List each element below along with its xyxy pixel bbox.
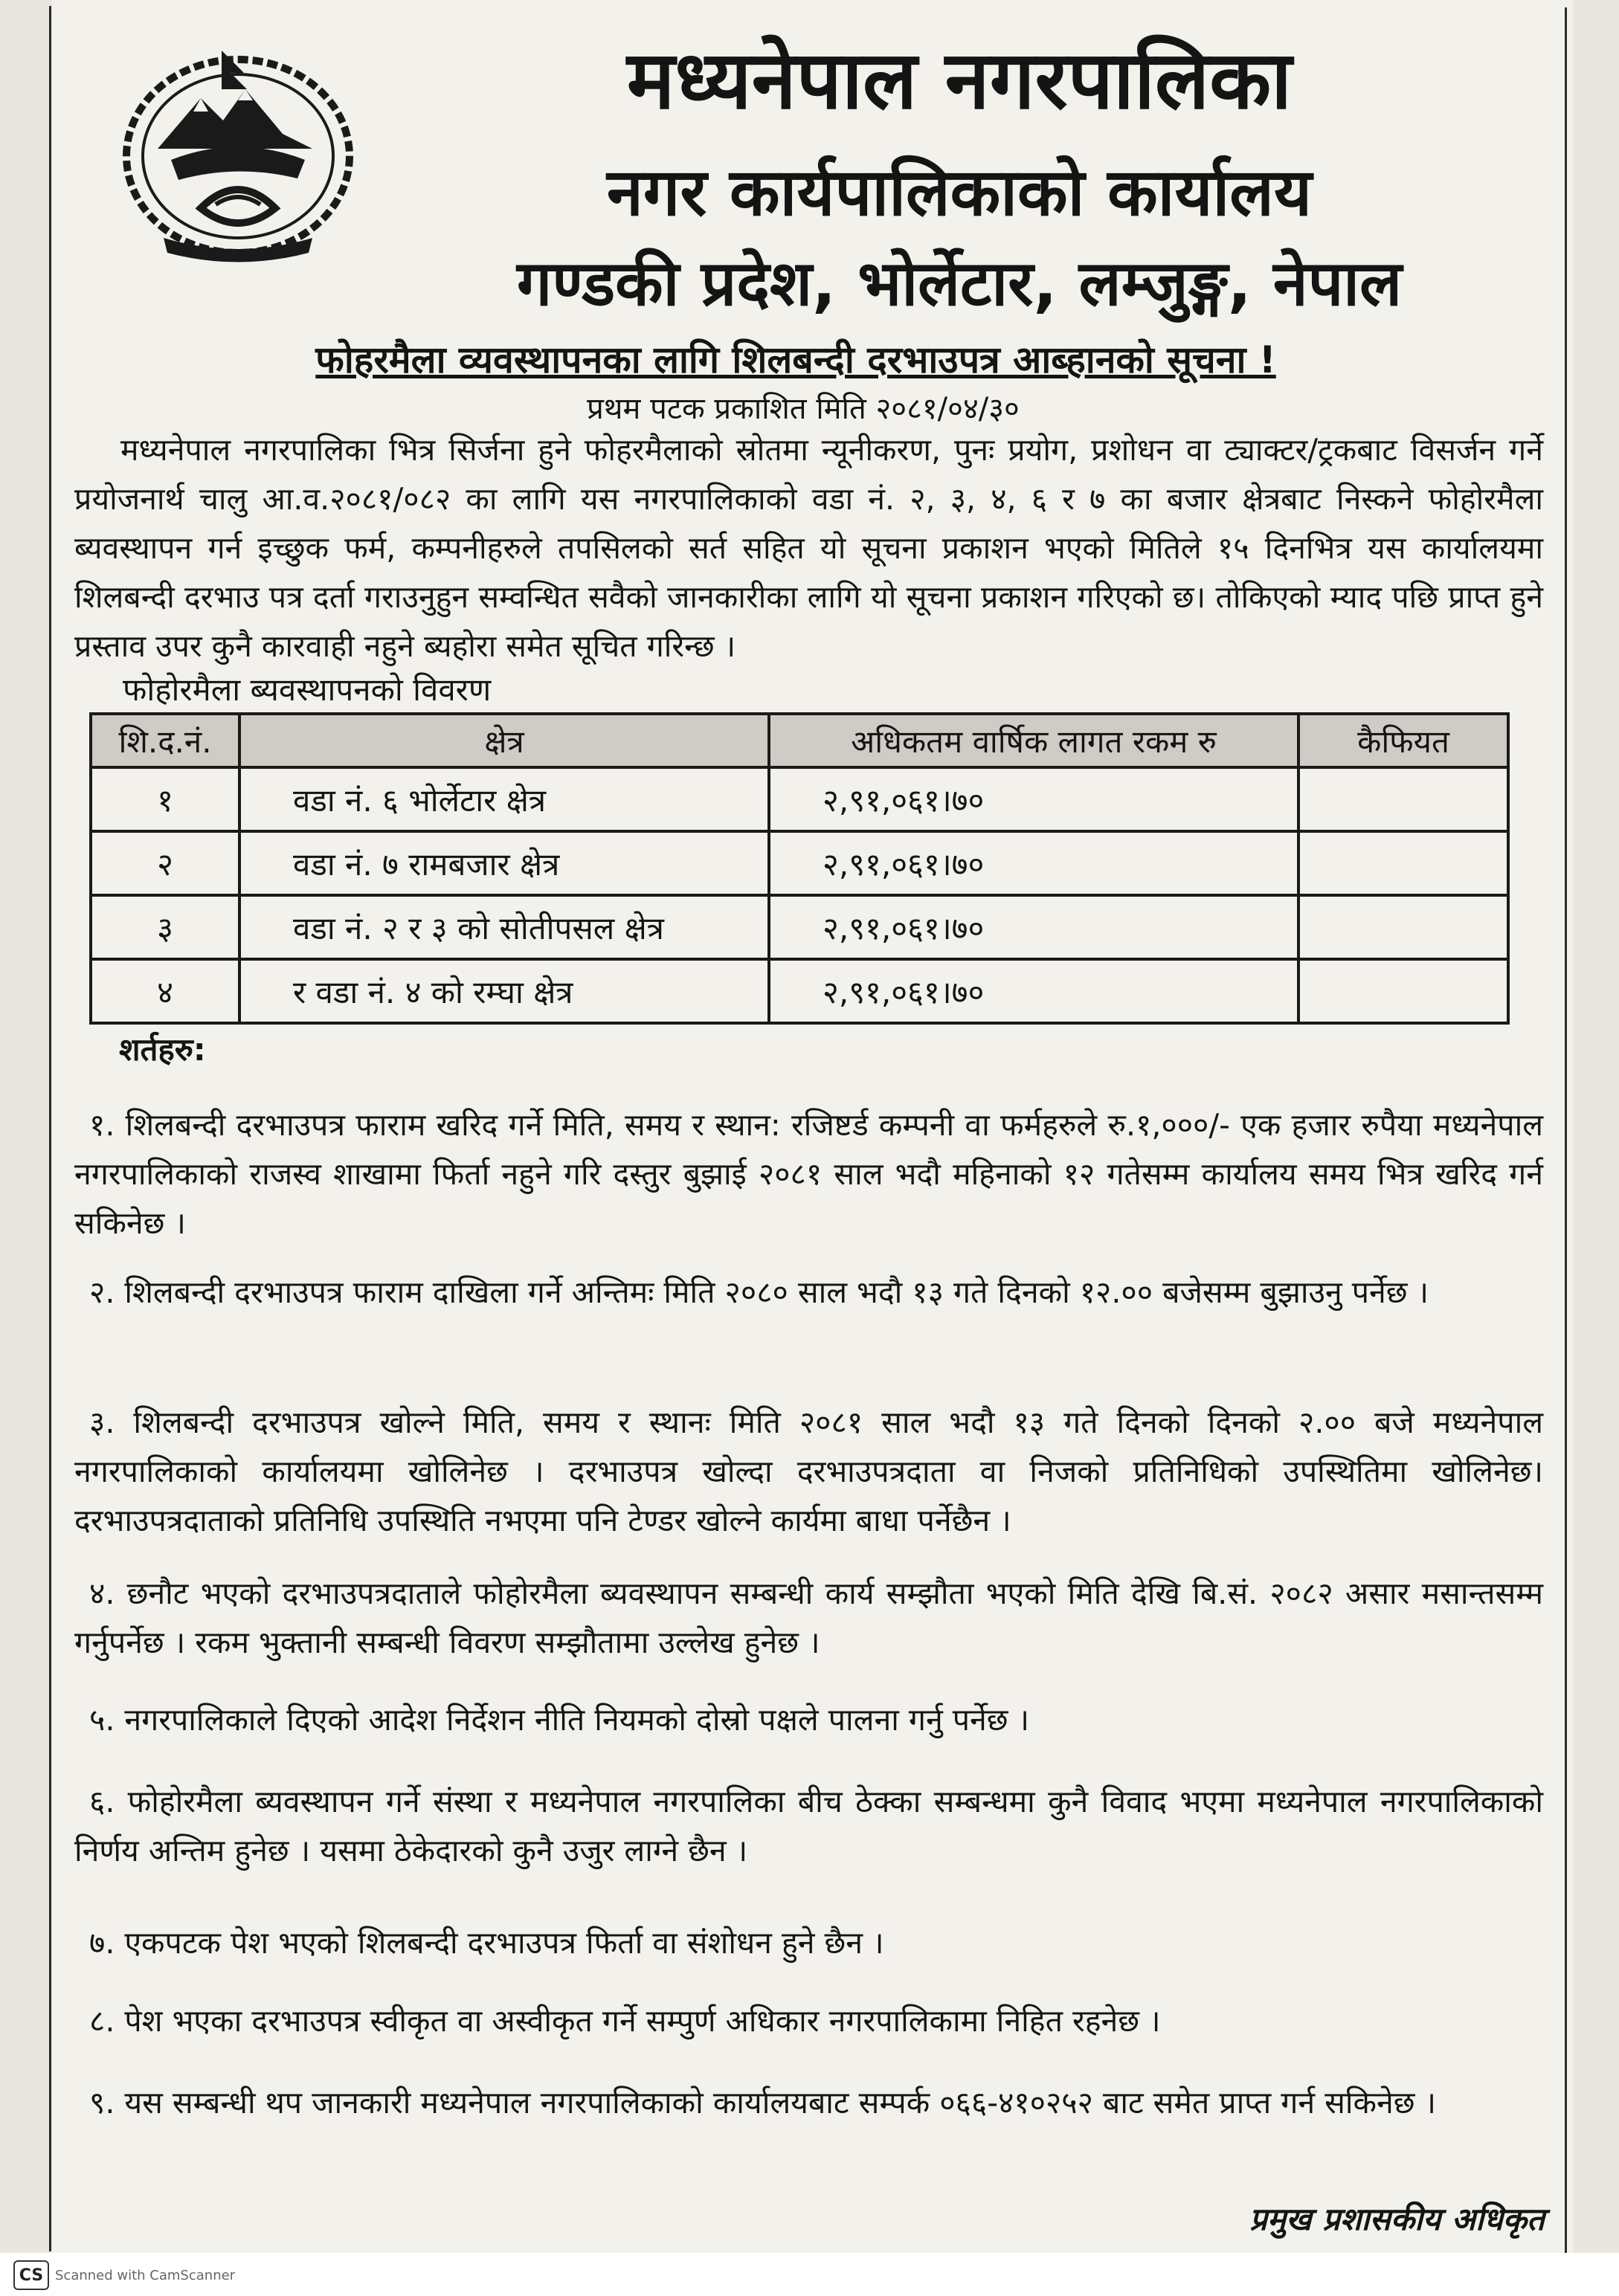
row-amount: २,९१,०६१।७० <box>769 767 1298 831</box>
table-caption: फोहोरमैला ब्यवस्थापनको विवरण <box>123 671 492 708</box>
row-serial: ४ <box>91 959 239 1023</box>
signature-title: प्रमुख प्रशासकीय अधिकृत <box>1249 2201 1545 2237</box>
row-remarks <box>1298 767 1508 831</box>
row-serial: २ <box>91 831 239 895</box>
scanner-footer <box>0 2253 1619 2296</box>
header-area: क्षेत्र <box>239 714 769 767</box>
row-amount: २,९१,०६१।७० <box>769 959 1298 1023</box>
notice-title: फोहरमैला व्यवस्थापनका लागि शिलबन्दी दरभाउपत्र आब्हानको सूचना ! <box>315 338 1276 381</box>
row-amount: २,९१,०६१।७० <box>769 831 1298 895</box>
row-serial: ३ <box>91 895 239 959</box>
table-header-row <box>91 714 1508 767</box>
office-address: गण्डकी प्रदेश, भोर्लेटार, लम्जुङ्ग, नेपाल <box>516 247 1403 320</box>
nepal-government-emblem-icon <box>112 37 364 268</box>
row-remarks <box>1298 831 1508 895</box>
term-item-6: ६. फोहोरमैला ब्यवस्थापन गर्ने संस्था र मध्यनेपाल नगरपालिका बीच ठेक्का सम्बन्धमा कुनै विवाद भएमा मध्यनेपाल नगरपालिकाको निर्णय अन्तिम हुनेछ । यसमा ठेकेदारको कुनै उजुर लाग्ने छैन । <box>74 1784 1543 1868</box>
publish-date: प्रथम पटक प्रकाशित मिति २०८१/०४/३० <box>587 392 1020 426</box>
term-item-7: ७. एकपटक पेश भएको शिलबन्दी दरभाउपत्र फिर्ता वा संशोधन हुने छैन । <box>89 1925 884 1961</box>
header-amount: अधिकतम वार्षिक लागत रकम रु <box>769 714 1298 767</box>
scanner-watermark: Scanned with CamScanner <box>55 2268 236 2283</box>
notice-intro: मध्यनेपाल नगरपालिका भित्र सिर्जना हुने फोहरमैलाको स्रोतमा न्यूनीकरण, पुनः प्रयोग, प्रशोधन वा ट्याक्टर/ट्रकबाट विसर्जन गर्ने प्रयोजनार्थ चालु आ.व.२०८१/०८२ का लागि यस नगरपालिकाको वडा नं. २, ३, ४, ६ र ७ का बजार क्षेत्रबाट निस्कने फोहोरमैला ब्यवस्थापन गर्न इच्छुक फर्म, कम्पनीहरुले तपसिलको सर्त सहित यो सूचना प्रकाशन भएको मितिले १५ दिनभित्र यस कार्यालयमा शिलबन्दी दरभाउ पत्र दर्ता गराउनुहुन सम्वन्धित सवैको जानकारीका लागि यो सूचना प्रकाशन गरिएको छ। तोकिएको म्याद पछि प्राप्त हुने प्रस्ताव उपर कुनै कारवाही नहुने ब्यहोरा समेत सूचित गरिन्छ । <box>74 432 1543 664</box>
row-remarks <box>1298 895 1508 959</box>
office-name: नगर कार्यपालिकाको कार्यालय <box>607 154 1312 230</box>
term-item-1: १. शिलबन्दी दरभाउपत्र फाराम खरिद गर्ने मिति, समय र स्थान: रजिष्टर्ड कम्पनी वा फर्महरुले रु.१,०००/- एक हजार रुपैया मध्यनेपाल नगरपालिकाको राजस्व शाखामा फिर्ता नहुने गरि दस्तुर बुझाई २०८१ साल भदौ महिनाको १२ गतेसम्म कार्यालय समय भित्र खरिद गर्न सकिनेछ । <box>74 1107 1543 1241</box>
row-amount: २,९१,०६१।७० <box>769 895 1298 959</box>
camscanner-logo-icon: CS <box>13 2260 49 2290</box>
term-item-3: ३. शिलबन्दी दरभाउपत्र खोल्ने मिति, समय र स्थानः मिति २०८१ साल भदौ १३ गते दिनको दिनको २.०० बजे मध्यनेपाल नगरपालिकाको कार्यालयमा खोलिनेछ । दरभाउपत्र खोल्दा दरभाउपत्रदाता वा निजको प्रतिनिधिको उपस्थितिमा खोलिनेछ।दरभाउपत्रदाताको प्रतिनिधि उपस्थिति नभएमा पनि टेण्डर खोल्ने कार्यमा बाधा पर्नेछैन । <box>74 1405 1543 1538</box>
row-area: वडा नं. ६ भोर्लेटार क्षेत्र <box>239 767 769 831</box>
row-remarks <box>1298 959 1508 1023</box>
row-area: वडा नं. ७ रामबजार क्षेत्र <box>239 831 769 895</box>
paper-edge-right <box>1565 7 1567 2260</box>
waste-management-table <box>89 712 1510 1025</box>
terms-heading: शर्तहरु: <box>119 1031 206 1068</box>
table-row <box>91 767 1508 831</box>
term-item-8: ८. पेश भएका दरभाउपत्र स्वीकृत वा अस्वीकृत गर्ने सम्पुर्ण अधिकार नगरपालिकामा निहित रहनेछ । <box>89 2003 1161 2039</box>
row-serial: १ <box>91 767 239 831</box>
term-item-4: ४. छनौट भएको दरभाउपत्रदाताले फोहोरमैला ब्यवस्थापन सम्बन्धी कार्य सम्झौता भएको मिति देखि बि.सं. २०८२ असार मसान्तसम्म गर्नुपर्नेछ । रकम भुक्तानी सम्बन्धी विवरण सम्झौतामा उल्लेख हुनेछ । <box>74 1576 1543 1660</box>
term-item-2: २. शिलबन्दी दरभाउपत्र फाराम दाखिला गर्ने अन्तिमः मिति २०८० साल भदौ १३ गते दिनको १२.०० बजेसम्म बुझाउनु पर्नेछ । <box>89 1274 1429 1310</box>
row-area: र वडा नं. ४ को रम्घा क्षेत्र <box>239 959 769 1023</box>
table-row <box>91 831 1508 895</box>
row-area: वडा नं. २ र ३ को सोतीपसल क्षेत्र <box>239 895 769 959</box>
municipality-name: मध्यनेपाल नगरपालिका <box>626 34 1293 127</box>
header-remarks: कैफियत <box>1298 714 1508 767</box>
table-row <box>91 959 1508 1023</box>
term-item-9: ९. यस सम्बन्धी थप जानकारी मध्यनेपाल नगरपालिकाको कार्यालयबाट सम्पर्क ०६६-४१०२५२ बाट समेत प्राप्त गर्न सकिनेछ । <box>89 2085 1437 2121</box>
table-row <box>91 895 1508 959</box>
paper-edge-left <box>49 6 51 2251</box>
header-serial: शि.द.नं. <box>91 714 239 767</box>
term-item-5: ५. नगरपालिकाले दिएको आदेश निर्देशन नीति नियमको दोस्रो पक्षले पालना गर्नु पर्नेछ । <box>89 1702 1030 1738</box>
